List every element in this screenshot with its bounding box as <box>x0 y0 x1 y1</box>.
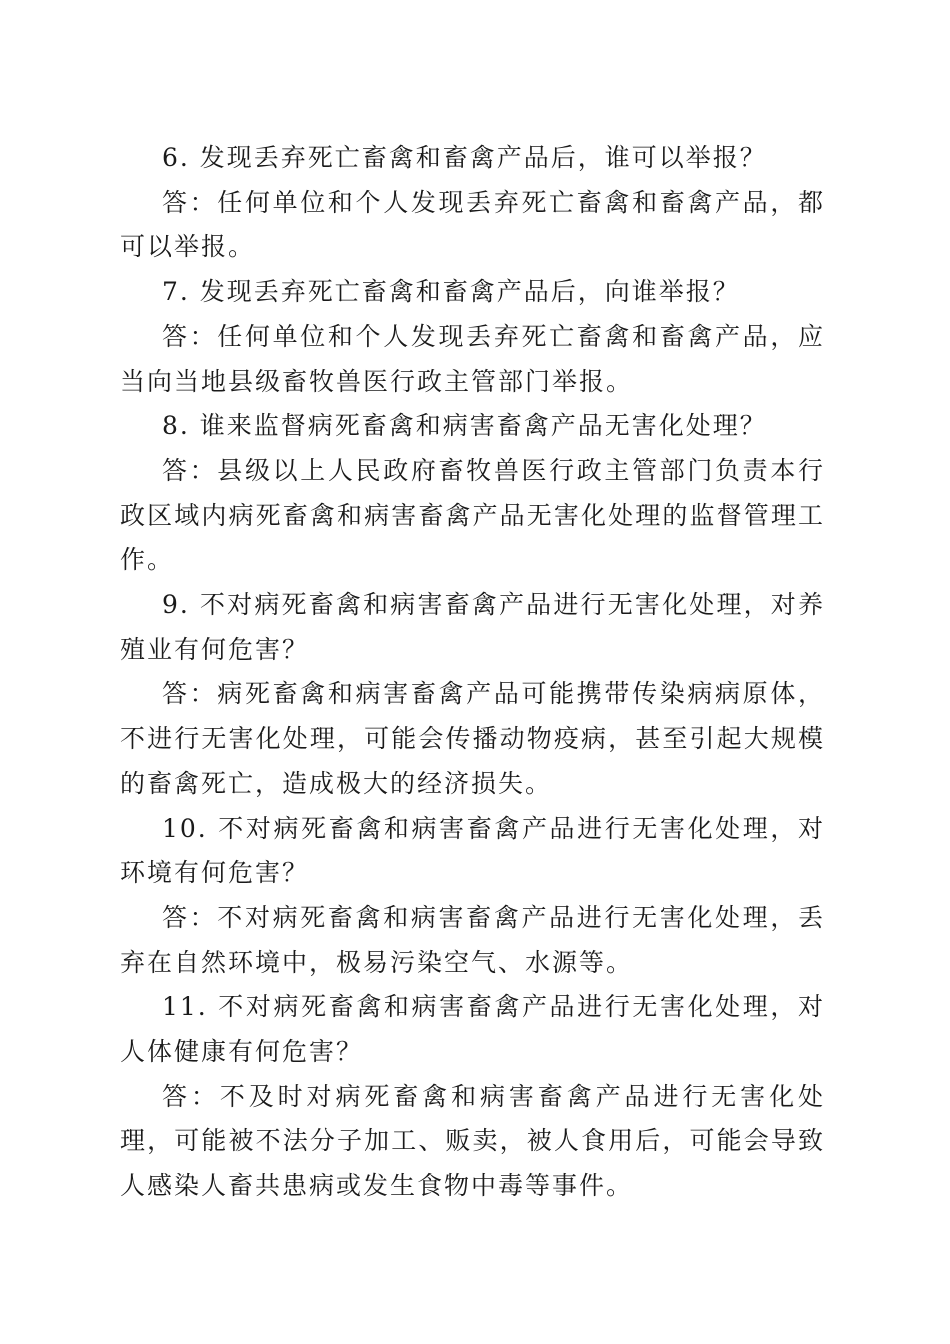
question-7: 7. 发现丢弃死亡畜禽和畜禽产品后，向谁举报？ <box>162 277 740 307</box>
document-body <box>120 136 825 1209</box>
answer-11: 答：不及时对病死畜禽和病害畜禽产品进行无害化处理，可能被不法分子加工、贩卖，被人食用后，可能会导致人感染人畜共患病或发生食物中毒等事件。 <box>120 1081 825 1201</box>
question-8: 8. 谁来监督病死畜禽和病害畜禽产品无害化处理？ <box>162 411 767 441</box>
answer-8: 答：县级以上人民政府畜牧兽医行政主管部门负责本行政区域内病死畜禽和病害畜禽产品无害化处理的监督管理工作。 <box>120 455 825 575</box>
question-6: 6. 发现丢弃死亡畜禽和畜禽产品后，谁可以举报？ <box>162 143 767 172</box>
answer-7: 答：任何单位和个人发现丢弃死亡畜禽和畜禽产品，应当向当地县级畜牧兽医行政主管部门举报。 <box>120 321 825 396</box>
question-9: 9. 不对病死畜禽和病害畜禽产品进行无害化处理，对养殖业有何危害？ <box>120 590 825 664</box>
answer-10: 答：不对病死畜禽和病害畜禽产品进行无害化处理，丢弃在自然环境中，极易污染空气、水源等。 <box>120 902 825 977</box>
question-10: 10. 不对病死畜禽和病害畜禽产品进行无害化处理，对环境有何危害？ <box>120 813 825 888</box>
answer-6: 答：任何单位和个人发现丢弃死亡畜禽和畜禽产品，都可以举报。 <box>120 187 825 262</box>
question-11: 11. 不对病死畜禽和病害畜禽产品进行无害化处理，对人体健康有何危害？ <box>120 992 825 1067</box>
answer-9: 答：病死畜禽和病害畜禽产品可能携带传染病病原体，不进行无害化处理，可能会传播动物疫病，甚至引起大规模的畜禽死亡，造成极大的经济损失。 <box>120 679 825 798</box>
